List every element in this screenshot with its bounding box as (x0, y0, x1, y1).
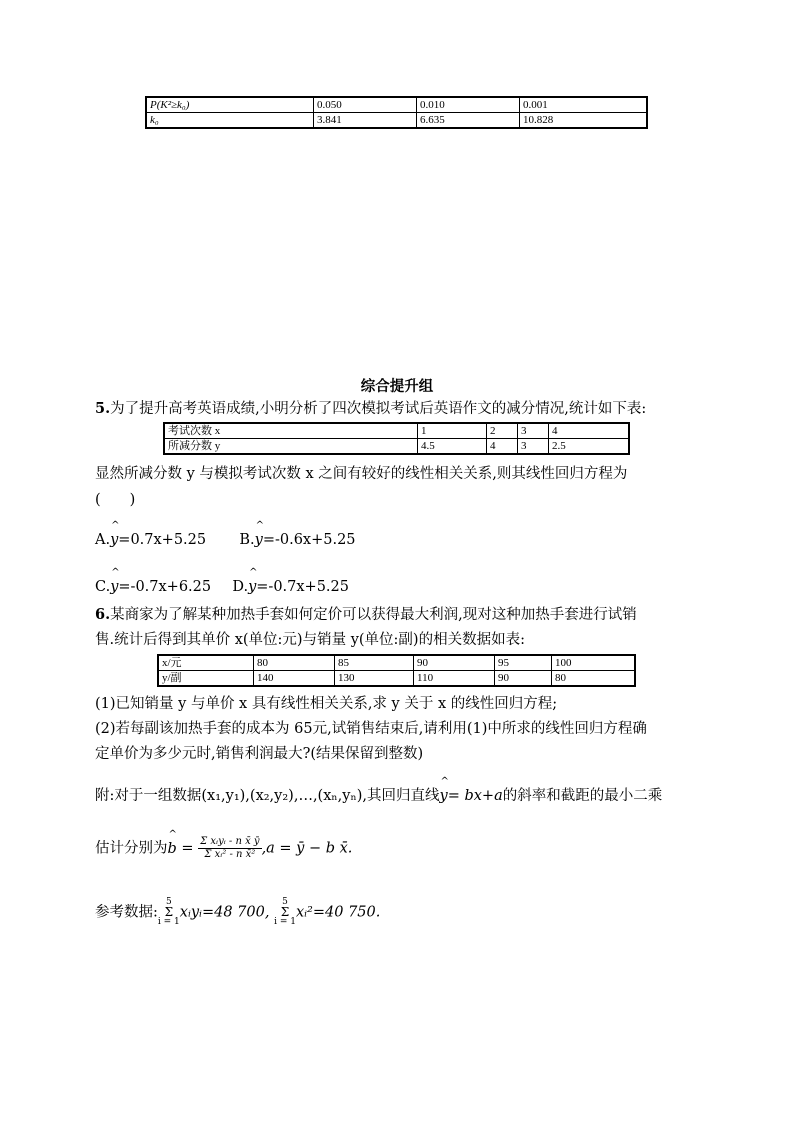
reference-label: 参考数据: (95, 904, 158, 921)
table-cell: 90 (414, 655, 495, 671)
option-b-label: B. (239, 532, 255, 548)
table-cell: 90 (495, 671, 552, 687)
q6-stem (95, 605, 637, 625)
reference-2: xᵢ²=40 750. (295, 904, 381, 921)
q5-table (163, 422, 630, 455)
option-d-expr: =-0.7x+5.25 (256, 579, 349, 595)
table-cell: 2 (487, 423, 518, 439)
table-cell: 考试次数 x (164, 423, 418, 439)
table-cell: 130 (335, 671, 414, 687)
table-cell: 3 (518, 439, 549, 455)
q6-sub2-a: (2)若每副该加热手套的成本为 65元,试销售结束后,请利用(1)中所求的线性回归方程确 (95, 721, 647, 737)
table-row (158, 655, 635, 671)
table-cell: 80 (552, 671, 636, 687)
table-cell: 0.010 (417, 97, 520, 113)
option-a-expr: =0.7x+5.25 (118, 532, 207, 548)
q6-note (95, 786, 662, 806)
table-cell: 1 (418, 423, 487, 439)
table-cell: 所减分数 y (164, 439, 418, 455)
table-cell: 110 (414, 671, 495, 687)
sum-symbol-icon: 5 Σ i = 1 (157, 897, 180, 927)
option-c-label: C. (95, 579, 111, 595)
table-row (158, 671, 635, 687)
q5-line2: 显然所减分数 y 与模拟考试次数 x 之间有较好的线性相关关系,则其线性回归方程为 (95, 466, 628, 482)
y-hat: ^ y (248, 577, 256, 597)
table-cell: 100 (552, 655, 636, 671)
table-cell: 4 (549, 423, 630, 439)
q6-line1: 某商家为了解某种加热手套如何定价可以获得最大利润,现对这种加热手套进行试销 (110, 607, 637, 623)
b-denominator: Σ xᵢ² - n x̄² (204, 849, 256, 860)
sum-symbol-icon: 5 Σ i = 1 (274, 897, 296, 927)
b-formula (198, 836, 261, 861)
option-a-label: A. (95, 532, 111, 548)
y-hat: ^ y (440, 786, 448, 806)
table-cell: 3 (518, 423, 549, 439)
a-formula: ,a = ȳ − b x̄. (261, 840, 353, 857)
table-cell: 2.5 (549, 439, 630, 455)
table-cell: 4 (487, 439, 518, 455)
note-equation: = bx+a (447, 788, 503, 804)
q5-stem (95, 399, 646, 419)
table-cell: 95 (495, 655, 552, 671)
table-cell: k₀ (146, 113, 314, 129)
table-cell: y/副 (158, 671, 254, 687)
b-hat: ^ b (168, 839, 177, 859)
table-cell: 4.5 (418, 439, 487, 455)
y-hat: ^ y (110, 530, 118, 550)
reference-1: xᵢyᵢ=48 700, (179, 904, 270, 921)
table-cell: 3.841 (314, 113, 417, 129)
q6-line2: 售.统计后得到其单价 x(单位:元)与销量 y(单位:副)的相关数据如表: (95, 632, 525, 648)
option-d-label: D. (232, 579, 249, 595)
critical-value-table (145, 96, 648, 129)
b-numerator: Σ xᵢyᵢ - n x̄ ȳ (200, 836, 260, 847)
table-cell: 80 (254, 655, 335, 671)
table-row (146, 97, 647, 113)
table-row (164, 439, 629, 455)
table-cell: 10.828 (520, 113, 648, 129)
option-b-expr: =-0.6x+5.25 (262, 532, 356, 548)
table-cell: 6.635 (417, 113, 520, 129)
option-c-expr: =-0.7x+6.25 (118, 579, 212, 595)
table-cell: P(K²≥k₀) (146, 97, 314, 113)
estimate-prefix: 估计分别为 (95, 840, 168, 857)
question-number: 6. (95, 606, 111, 623)
q5-options-ab (95, 530, 356, 550)
question-number: 5. (95, 400, 111, 417)
note-prefix: 附:对于一组数据(x₁,y₁),(x₂,y₂),…,(xₙ,yₙ),其回归直线 (95, 788, 440, 804)
q6-estimate: 估计分别为^ b = $\frac{\text{Σ xᵢyᵢ - n x̄ ȳ}}{\text{Σ xᵢ² - n x̄²}}$ ,a = ȳ − b x̄. (95, 836, 352, 861)
table-row (146, 113, 647, 129)
table-cell: 140 (254, 671, 335, 687)
q5-stem-text: 为了提升高考英语成绩,小明分析了四次模拟考试后英语作文的减分情况,统计如下表: (110, 401, 647, 417)
table-cell: x/元 (158, 655, 254, 671)
section-title: 综合提升组 (360, 379, 434, 395)
q5-options-cd (95, 577, 349, 597)
y-hat: ^ y (255, 530, 263, 550)
q6-reference (95, 898, 380, 927)
table-cell: 0.001 (520, 97, 648, 113)
table-row (164, 423, 629, 439)
q6-table (157, 654, 636, 687)
note-suffix: 的斜率和截距的最小二乘 (502, 788, 663, 804)
q5-answer-paren: ( ) (95, 492, 136, 508)
table-cell: 85 (335, 655, 414, 671)
q6-sub2-b: 定单价为多少元时,销售利润最大?(结果保留到整数) (95, 746, 424, 762)
q6-sub1: (1)已知销量 y 与单价 x 具有线性相关关系,求 y 关于 x 的线性回归方程; (95, 696, 558, 712)
y-hat: ^ y (110, 577, 118, 597)
table-cell: 0.050 (314, 97, 417, 113)
